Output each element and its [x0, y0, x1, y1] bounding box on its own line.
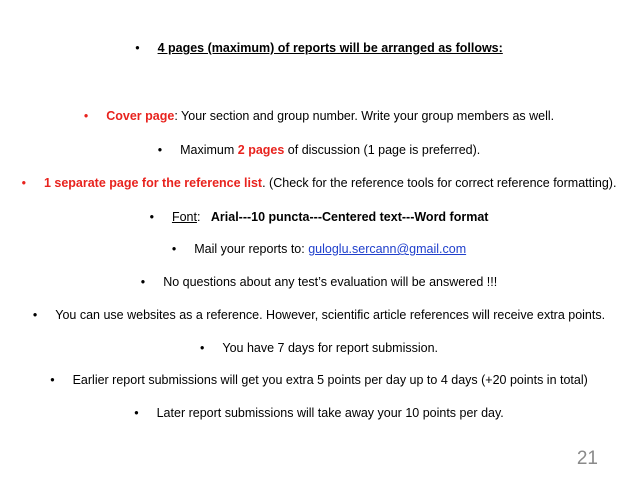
slide-number: 21	[576, 448, 598, 469]
highlight-text: Cover page	[106, 109, 175, 123]
bullet-line-cover-page	[0, 108, 638, 124]
bullet-icon: •	[50, 373, 55, 387]
bullet-icon: •	[140, 275, 146, 289]
bullet-line-later-submissions	[0, 405, 638, 421]
line-text: . (Check for the reference tools for correct reference formatting).	[262, 176, 617, 190]
bullet-icon: •	[83, 109, 89, 123]
bullet-line-seven-days	[0, 340, 638, 356]
bullet-icon: •	[32, 308, 38, 322]
highlight-text: 1 separate page for the reference list	[43, 176, 263, 190]
bullet-icon: •	[21, 176, 26, 190]
font-value: Arial---10 puncta---Centered text---Word format	[210, 210, 489, 224]
line-text: Later report submissions will take away your 10 points per day.	[156, 406, 504, 420]
line-text-pre: Maximum	[180, 143, 238, 157]
bullet-line-no-questions	[0, 274, 638, 290]
email-link[interactable]: guloglu.sercann@gmail.com	[308, 242, 467, 256]
bullet-icon: •	[157, 143, 163, 157]
bullet-line-report-pages	[0, 40, 638, 56]
bullet-line-reference-list	[0, 175, 638, 191]
line-text-pre: Mail your reports to:	[194, 242, 309, 256]
line-text: Earlier report submissions will get you extra 5 points per day up to 4 days (+20 points in total)	[72, 373, 588, 387]
bullet-icon: •	[199, 341, 205, 355]
line-text: 4 pages (maximum) of reports will be arranged as follows:	[157, 41, 503, 55]
font-label: Font	[171, 210, 197, 224]
bullet-icon: •	[134, 406, 139, 420]
line-text: No questions about any test’s evaluation will be answered !!!	[163, 275, 498, 289]
line-text: You have 7 days for report submission.	[222, 341, 439, 355]
bullet-line-websites	[0, 307, 638, 323]
highlight-text: 2 pages	[237, 143, 285, 157]
line-text: of discussion (1 page is preferred).	[284, 143, 481, 157]
bullet-icon: •	[171, 242, 177, 256]
line-text: : Your section and group number. Write your group members as well.	[174, 109, 555, 123]
bullet-line-font	[0, 209, 638, 225]
bullet-icon: •	[135, 41, 140, 55]
bullet-line-earlier-submissions	[0, 372, 638, 388]
bullet-icon: •	[149, 210, 154, 224]
font-separator: :	[196, 210, 211, 224]
line-text: You can use websites as a reference. However, scientific article references will receive extra points.	[55, 308, 606, 322]
bullet-line-discussion-pages	[0, 142, 638, 158]
bullet-line-mail	[0, 241, 638, 257]
